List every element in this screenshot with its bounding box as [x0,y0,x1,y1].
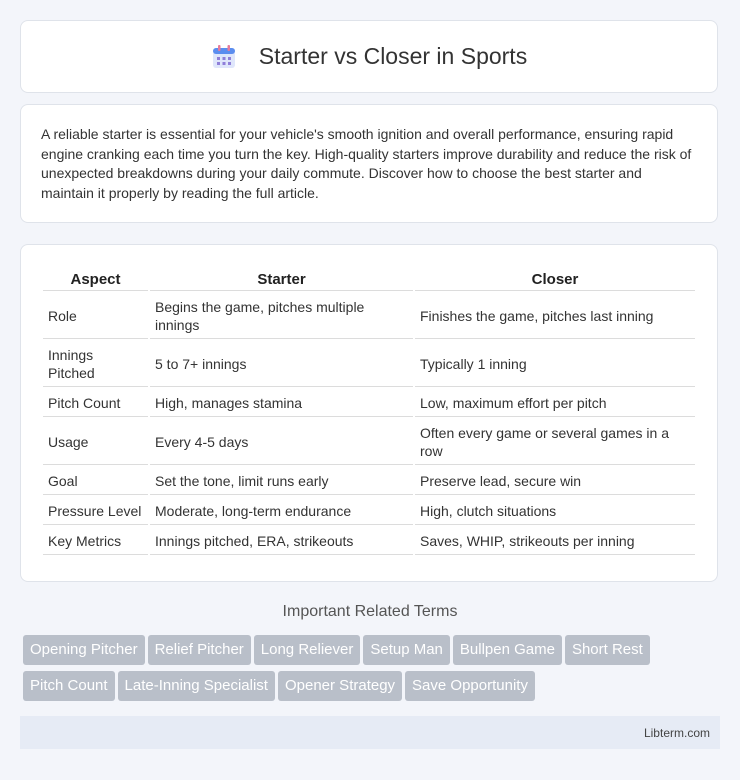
tag-setup-man[interactable]: Setup Man [363,635,450,665]
cell-closer: Typically 1 inning [415,341,695,387]
cell-closer: High, clutch situations [415,497,695,525]
table-row [43,419,695,465]
calendar-icon [211,44,237,70]
cell-starter: 5 to 7+ innings [150,341,413,387]
intro-text: A reliable starter is essential for your vehicle's smooth ignition and overall performance, ensuring rapid engine cranking each time you turn the key. High-quality starters improve durability and reduce the risk of unexpected breakdowns during your daily commute. Discover how to choose the best starter and maintain it properly by reading the full article. [41,126,692,201]
cell-closer: Often every game or several games in a row [415,419,695,465]
cell-starter: Every 4-5 days [150,419,413,465]
header-aspect: Aspect [43,267,148,291]
cell-aspect: Innings Pitched [43,341,148,387]
cell-starter: Innings pitched, ERA, strikeouts [150,527,413,555]
table-row [43,341,695,387]
comparison-card [20,244,718,582]
cell-aspect: Pressure Level [43,497,148,525]
tag-long-reliever[interactable]: Long Reliever [254,635,361,665]
footer [20,716,720,749]
cell-closer: Preserve lead, secure win [415,467,695,495]
tag-bullpen-game[interactable]: Bullpen Game [453,635,562,665]
cell-starter: Begins the game, pitches multiple innings [150,293,413,339]
tag-opening-pitcher[interactable]: Opening Pitcher [23,635,145,665]
table-row [43,527,695,555]
comparison-table [41,265,697,557]
cell-aspect: Pitch Count [43,389,148,417]
tag-save-opportunity[interactable]: Save Opportunity [405,671,535,701]
cell-closer: Low, maximum effort per pitch [415,389,695,417]
table-header-row [43,267,695,291]
intro-card [20,104,718,223]
page-title: Starter vs Closer in Sports [258,43,528,69]
tag-short-rest[interactable]: Short Rest [565,635,650,665]
table-row [43,497,695,525]
header-starter: Starter [150,267,413,291]
header-card [20,20,718,93]
tag-opener-strategy[interactable]: Opener Strategy [278,671,402,701]
tag-pitch-count[interactable]: Pitch Count [23,671,115,701]
cell-closer: Saves, WHIP, strikeouts per inning [415,527,695,555]
related-terms-list [23,635,723,707]
cell-closer: Finishes the game, pitches last inning [415,293,695,339]
tag-late-inning-specialist[interactable]: Late-Inning Specialist [118,671,275,701]
cell-aspect: Usage [43,419,148,465]
cell-aspect: Role [43,293,148,339]
tag-relief-pitcher[interactable]: Relief Pitcher [148,635,251,665]
related-terms-title: Important Related Terms [282,603,458,620]
footer-site-link[interactable]: Libterm.com [643,725,710,740]
header-closer: Closer [415,267,695,291]
table-row [43,293,695,339]
cell-aspect: Goal [43,467,148,495]
cell-starter: Set the tone, limit runs early [150,467,413,495]
cell-aspect: Key Metrics [43,527,148,555]
cell-starter: High, manages stamina [150,389,413,417]
table-row [43,389,695,417]
cell-starter: Moderate, long-term endurance [150,497,413,525]
table-row [43,467,695,495]
